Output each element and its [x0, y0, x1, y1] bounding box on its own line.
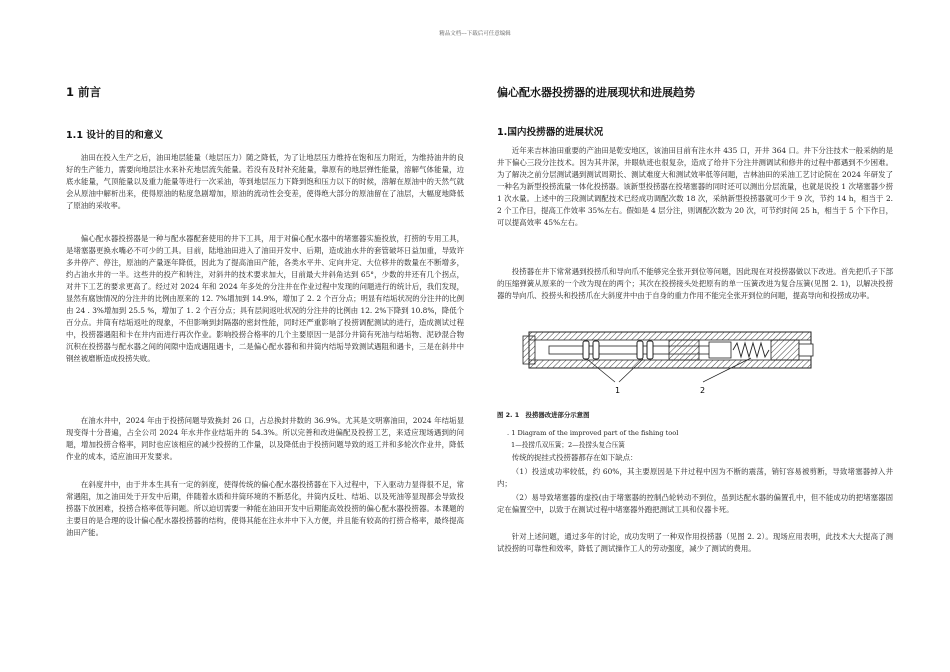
paragraph: （2）易导致堵塞器的虚投(由于堵塞器的控制凸轮转动不到位，虽到达配水器的偏置孔中，但不能成功的把堵塞器固定在偏置空中，以致于在测试过程中堵塞器外跑把测试工具和仪器卡死。: [497, 493, 893, 514]
paragraph: 在斜度井中，由于井本生具有一定的斜度，使得传统的偏心配水器投捞器在下入过程中，下入驱动力显得很不足，常常遇阻，加之油田处于开发中后期，伴随着水质和井筒环境的不断恶化，井筒内反吐、结垢、以及死油等显现都会导致投捞器下放困难，投捞合格率低等问题。所以迫切需要一种能在油田开发中后期能高效投捞的偏心配水器投捞器。本课题的主要目的是合理的设计偏心配水器投捞器的结构，使得其能在注水井中下入方便，并且能有较高的打捞合格率，最终提高油田产能。: [66, 480, 464, 537]
paragraph: （1）投送成功率较低，约 60%，其主要原因是下井过程中因为不断的震荡，销钉容易被剪断，导致堵塞器掉入井内；: [497, 467, 893, 488]
page-header: 精品文档---下载后可任意编辑: [439, 31, 511, 37]
diagram-label-2: 2: [700, 386, 706, 395]
paragraph: 在油水井中，2024 年由于投捞问题导致换封 26 口，占总换封井数的 36.9%。尤其是文明寨油田，2024 年结垢显现变得十分普遍，占全公司 2024 年水井作业结垢井的 54.3%。所以完善和改进偏配及投捞工艺，来适应现场遇到的问题，增加投捞合格率，同时也应该相应的减少投捞的工作量，以及降低由于投捞问题导致的返工并和多轮次作业井，降低作业的成本，适应油田开发要求。: [66, 416, 464, 461]
figure-caption-en: . 1 Diagram of the improved part of the fishing tool: [507, 429, 679, 437]
section-title: 偏心配水器投捞器的进展现状和进展趋势: [497, 86, 695, 99]
paragraph: 油田在投入生产之后，油田地层能量（地层压力）随之降低，为了让地层压力维持在饱和压力附近，为维持油井的良好的生产能力，需要向地层注水来补充地层流失能量。若没有及时补充能量，靠原有的地层弹性能量，溶解气体能量，边底水能量，气顶能量以及重力能量等进行一次采油，等到地层压力下降到饱和压力以下的时候，溶解在原油中的天然气就会从原油中解析出来，使得原油的粘度急剧增加，原油的流动性会变差，使得绝大部分的原油留在了油层，大幅度地降低了原油的采收率。: [66, 153, 464, 210]
section-title: 1 前言: [66, 85, 102, 99]
paragraph: 针对上述问题，通过多年的讨论，成功发明了一种双作用投捞器（见图 2. 2）。现场应用表明，此技术大大提高了测试投捞的可靠性和效率，降低了测试操作工人的劳动强度，减少了测试的费用。: [497, 532, 893, 553]
fishing-tool-diagram: [519, 322, 819, 400]
figure-legend: 1—投捞爪双压簧；2—投捞头复合压簧: [511, 441, 625, 449]
subsection-title: 1.1 设计的目的和意义: [66, 130, 164, 141]
paragraph: 传统的捉挂式投捞器都存在如下缺点：: [511, 453, 638, 462]
figure-caption: 图 2. 1 投捞器改进部分示意图: [497, 411, 590, 419]
subsection-title: 1.国内投捞器的进展状况: [497, 127, 604, 138]
paragraph: 投捞器在井下常常遇到投捞爪和导向爪不能够完全张开到位等问题，因此现在对投捞器做以下改进。首先把爪子下部的压缩弹簧从原来的一个改为现在的两个；其次在投捞接头处把原有的单一压簧改进为复合压簧(见图 2. 1)，以解决投捞器的导向爪、投捞头和投捞爪在大斜度井中由于自身的重力作用不能完全张开到位的问题，提高导向和投捞成功率。: [497, 267, 893, 300]
diagram-label-1: 1: [615, 386, 621, 395]
paragraph: 偏心配水器投捞器是一种与配水器配套使用的井下工具，用于对偏心配水器中的堵塞器实施投放，打捞的专用工具，是堵塞器更换水嘴必不可少的工具。目前，陆地油田进入了油田开发中、后期，造成油水井的套管破坏日益加重，导致许多井停产、停注，原油的产量逐年降低，因此为了提高油田产能，各类水平井、定向井定、大位移井的数量在不断增多，约占油水井的一半。这些井的投产和转注，对斜井的技术要求加大，目前最大井斜角达到 65°，少数的井还有几个拐点，对井下工艺的要求更高了。经过对 2024 年和 2024 年多处的分注井在作业过程中发现的问题进行的统计后，我们发现，显然有腐蚀情况的分注井的比例由原来的 12. 7%增加到 14.9%，增加了 2. 2 个百分点；明显有结垢状况的分注井的比例由 24 . 3%增加到 25.5 %，增加了 1. 2 个百分点；具有层间返吐状况的分注井的比例由 12. 2%下降到 10.8%，降低个百分点。井筒有结垢返吐的现象，不但影响到封隔器的密封性能，同时还严重影响了投捞调配测试的进行，造成测试过程中，投捞器遇阻和卡在井内而进行再次作业。影响投捞合格率的几个主要原因一是部分井筒有死油与结垢物、泥砂混合物沉积在投捞器与配水器之间的间隙中造成遇阻遇卡，二是偏心配水器和和井筒内结垢导致测试遇阻和遇卡，三是在斜井中钢丝被磨断造成投捞失败。: [66, 234, 464, 363]
paragraph: 近年来吉林油田重要的产油田是乾安地区，该油田目前有注水井 435 口，开井 364 口。井下分注技术一般采纳的是井下偏心三段分注技术。因为其井深，井眼轨迹也很复杂，造成了给井下分注井测调试和修井的过程中都遇到不少困难。为了解决之前分层测试遇到测试周期长、测试难度大和测试效率低等问题，吉林油田的采油工艺讨论院在 2024 年研发了一种名为新型投捞流量一体化投捞器。该新型投捞器在投堵塞器的同时还可以测出分层流量，也就是说投 1 次堵塞器少捞 1 次水量。上述中的三段测试调配技术已经成功调配次数 18 次，采纳新型投捞器就可少干 9 次，节约 14 h，相当于 2. 2 个工作日，提高工作效率 35%左右。假如是 4 层分注，则调配次数为 20 次，可节约时间 25 h，相当于 5 个下作日，可以提高效率 45%左右。: [497, 146, 893, 227]
